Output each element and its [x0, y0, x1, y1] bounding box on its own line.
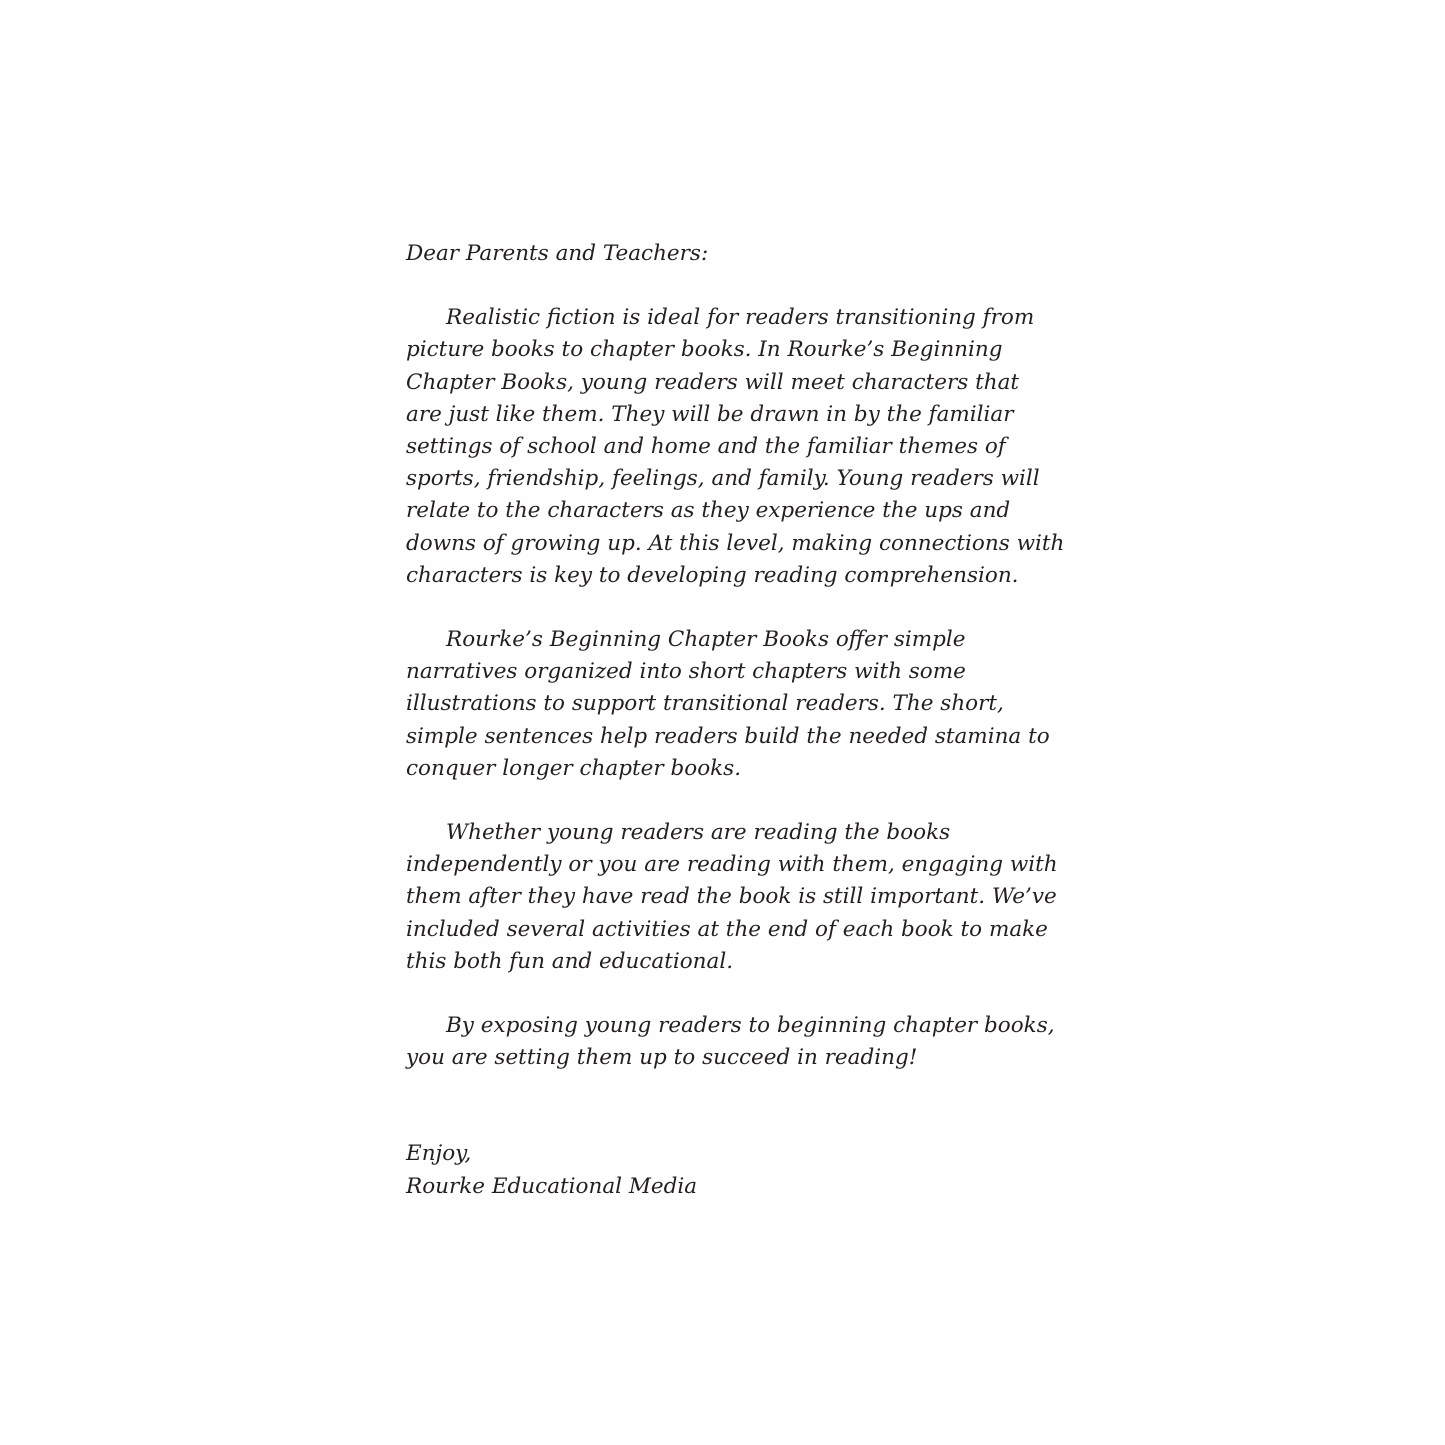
- paragraph-line: included several activities at the end of each book to make: [406, 916, 1048, 942]
- closing-block: [406, 1138, 1066, 1202]
- signature: Rourke Educational Media: [406, 1173, 698, 1199]
- paragraph-line: downs of growing up. At this level, making connections with: [406, 530, 1065, 556]
- paragraph-line: Whether young readers are reading the books: [446, 820, 951, 846]
- paragraph-line: By exposing young readers to beginning chapter books,: [446, 1013, 1055, 1039]
- paragraph-line: independently or you are reading with them, engaging with: [406, 852, 1058, 878]
- letter: [406, 238, 1066, 1203]
- closing: Enjoy,: [406, 1141, 472, 1167]
- paragraph-line: are just like them. They will be drawn in by the familiar: [406, 401, 1014, 427]
- paragraph-line: relate to the characters as they experience the ups and: [406, 498, 1011, 524]
- paragraph-line: settings of school and home and the familiar themes of: [406, 434, 1006, 460]
- paragraph-line: sports, friendship, feelings, and family. Young readers will: [406, 466, 1040, 492]
- paragraph-3: [406, 817, 1066, 978]
- paragraph-line: simple sentences help readers build the needed stamina to: [406, 723, 1050, 749]
- paragraph-line: this both fun and educational.: [406, 948, 734, 974]
- paragraph-line: illustrations to support transitional readers. The short,: [406, 691, 1004, 717]
- paragraph-line: you are setting them up to succeed in reading!: [406, 1045, 918, 1071]
- paragraph-line: picture books to chapter books. In Rourke’s Beginning: [406, 337, 1003, 363]
- paragraph-line: Rourke’s Beginning Chapter Books offer simple: [446, 627, 966, 653]
- salutation: Dear Parents and Teachers:: [406, 241, 709, 266]
- paragraph-line: narratives organized into short chapters with some: [406, 659, 966, 685]
- paragraph-1: [406, 302, 1066, 592]
- paragraph-line: Chapter Books, young readers will meet characters that: [406, 369, 1020, 395]
- paragraph-line: Realistic fiction is ideal for readers transitioning from: [446, 305, 1035, 331]
- paragraph-2: [406, 624, 1066, 785]
- paragraph-line: conquer longer chapter books.: [406, 755, 742, 781]
- paragraph-4: [406, 1010, 1066, 1074]
- paragraph-line: them after they have read the book is still important. We’ve: [406, 884, 1057, 910]
- paragraph-line: characters is key to developing reading comprehension.: [406, 562, 1019, 588]
